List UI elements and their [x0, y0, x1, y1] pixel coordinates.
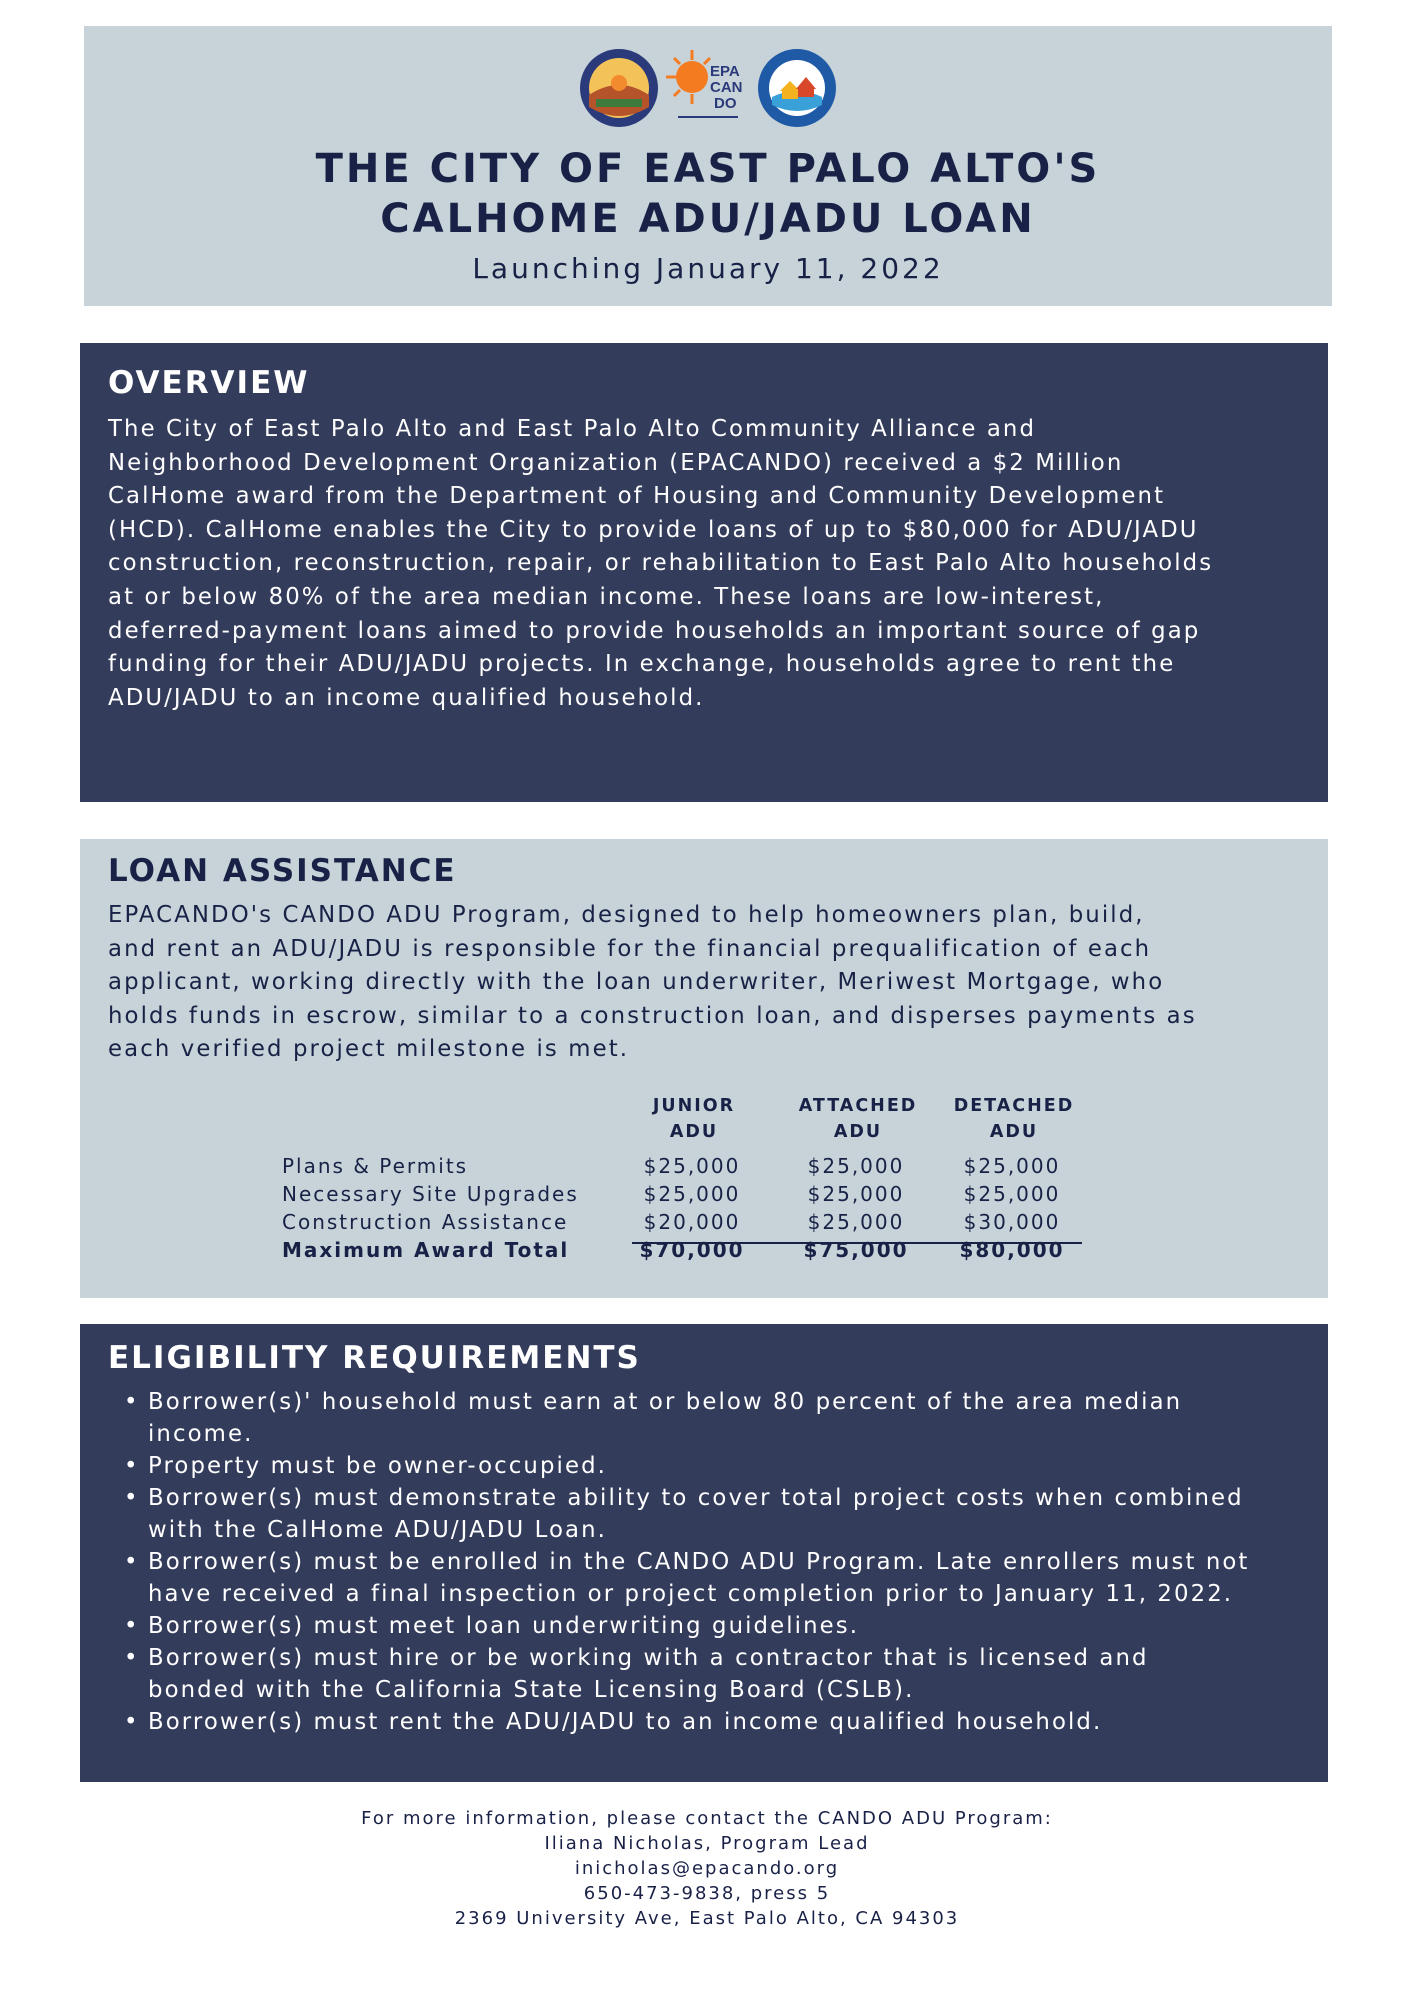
overview-line: (HCD). CalHome enables the City to provide loans of up to $80,000 for ADU/JADU — [108, 516, 1199, 543]
table-cell: $20,000 — [643, 1210, 741, 1234]
overview-title: OVERVIEW — [108, 365, 310, 401]
col-header-junior-adu — [624, 1093, 764, 1145]
overview-text — [108, 413, 1328, 715]
title-line-2: CALHOME ADU/JADU LOAN — [380, 196, 1036, 242]
bullet-icon: • — [124, 1709, 140, 1735]
col-header-line: ADU — [989, 1122, 1039, 1142]
loan-line: holds funds in escrow, similar to a construction loan, and disperses payments as — [108, 1002, 1197, 1029]
col-header-detached-adu — [944, 1093, 1084, 1145]
hcd-seal-logo — [756, 47, 838, 129]
footer-phone[interactable]: 650-473-9838, press 5 — [583, 1883, 831, 1904]
table-cell: $25,000 — [643, 1154, 741, 1178]
list-item-line: Borrower(s) must rent the ADU/JADU to an income qualified household. — [148, 1709, 1103, 1735]
list-item-line: Borrower(s) must demonstrate ability to cover total project costs when combined — [148, 1485, 1244, 1511]
list-item-line: Borrower(s) must hire or be working with a contractor that is licensed and — [148, 1645, 1149, 1671]
col-header-line: ADU — [833, 1122, 883, 1142]
table-cell-total: $80,000 — [959, 1238, 1065, 1262]
logo-row — [84, 46, 1332, 130]
loan-title: LOAN ASSISTANCE — [108, 853, 457, 889]
list-item-line: income. — [148, 1421, 254, 1447]
list-item — [124, 1482, 1314, 1546]
overview-line: at or below 80% of the area median income. These loans are low-interest, — [108, 583, 1105, 610]
table-cell-total: $75,000 — [803, 1238, 909, 1262]
footer-intro: For more information, please contact the CANDO ADU Program: — [361, 1808, 1053, 1829]
bullet-icon: • — [124, 1645, 140, 1671]
col-header-line: ADU — [669, 1122, 719, 1142]
contact-footer — [0, 1806, 1414, 1931]
bullet-icon: • — [124, 1453, 140, 1479]
table-cell: $30,000 — [963, 1210, 1061, 1234]
overview-line: construction, reconstruction, repair, or rehabilitation to East Palo Alto households — [108, 550, 1214, 577]
eligibility-list — [124, 1386, 1314, 1738]
list-item — [124, 1450, 1314, 1482]
eligibility-section — [80, 1324, 1328, 1782]
col-header-line: JUNIOR — [652, 1096, 736, 1116]
list-item-line: have received a final inspection or project completion prior to January 11, 2022. — [148, 1581, 1234, 1607]
list-item-line: bonded with the California State Licensing Board (CSLB). — [148, 1677, 915, 1703]
row-label-construction-assistance: Construction Assistance — [282, 1210, 569, 1234]
loan-line: each verified project milestone is met. — [108, 1036, 630, 1063]
table-cell: $25,000 — [807, 1210, 905, 1234]
svg-text:DO: DO — [714, 95, 737, 112]
footer-contact-name: Iliana Nicholas, Program Lead — [544, 1833, 870, 1854]
loan-line: EPACANDO's CANDO ADU Program, designed to help homeowners plan, build, — [108, 902, 1145, 928]
overview-line: ADU/JADU to an income qualified household. — [108, 684, 705, 711]
col-header-line: DETACHED — [953, 1096, 1075, 1116]
list-item-line: Borrower(s)' household must earn at or below 80 percent of the area median — [148, 1389, 1183, 1415]
list-item-line: Borrower(s) must meet loan underwriting guidelines. — [148, 1613, 860, 1639]
list-item — [124, 1610, 1314, 1642]
bullet-icon: • — [124, 1485, 140, 1511]
overview-section — [80, 343, 1328, 802]
svg-text:EPA: EPA — [710, 63, 740, 80]
svg-text:CAN: CAN — [710, 79, 743, 96]
loan-text — [108, 899, 1328, 1067]
overview-line: The City of East Palo Alto and East Palo Alto Community Alliance and — [108, 416, 1037, 442]
overview-line: funding for their ADU/JADU projects. In exchange, households agree to rent the — [108, 651, 1176, 678]
bullet-icon: • — [124, 1613, 140, 1639]
col-header-line: ATTACHED — [798, 1096, 918, 1116]
row-label-plans-permits: Plans & Permits — [282, 1154, 469, 1178]
list-item — [124, 1386, 1314, 1450]
footer-email[interactable]: inicholas@epacando.org — [574, 1858, 840, 1879]
table-cell-total: $70,000 — [639, 1238, 745, 1262]
header-banner — [84, 26, 1332, 306]
loan-assistance-section — [80, 839, 1328, 1298]
col-header-attached-adu — [788, 1093, 928, 1145]
list-item-line: with the CalHome ADU/JADU Loan. — [148, 1517, 607, 1543]
loan-line: applicant, working directly with the loan underwriter, Meriwest Mortgage, who — [108, 969, 1165, 996]
loan-line: and rent an ADU/JADU is responsible for the financial prequalification of each — [108, 935, 1152, 962]
epacando-logo — [666, 46, 750, 130]
list-item-line: Property must be owner-occupied. — [148, 1453, 608, 1479]
overview-line: Neighborhood Development Organization (EPACANDO) received a $2 Million — [108, 449, 1124, 476]
eligibility-title: ELIGIBILITY REQUIREMENTS — [108, 1340, 641, 1376]
table-cell: $25,000 — [807, 1154, 905, 1178]
title-line-1: THE CITY OF EAST PALO ALTO'S — [315, 146, 1101, 192]
list-item — [124, 1706, 1314, 1738]
bullet-icon: • — [124, 1389, 140, 1415]
table-cell: $25,000 — [963, 1182, 1061, 1206]
launch-date: Launching January 11, 2022 — [472, 252, 944, 285]
bullet-icon: • — [124, 1549, 140, 1575]
row-label-maximum-award-total: Maximum Award Total — [282, 1238, 570, 1262]
table-cell: $25,000 — [963, 1154, 1061, 1178]
overview-line: CalHome award from the Department of Housing and Community Development — [108, 483, 1166, 510]
city-seal-logo — [578, 47, 660, 129]
table-cell: $25,000 — [807, 1182, 905, 1206]
list-item — [124, 1546, 1314, 1610]
list-item-line: Borrower(s) must be enrolled in the CANDO ADU Program. Late enrollers must not — [148, 1549, 1250, 1575]
overview-line: deferred-payment loans aimed to provide households an important source of gap — [108, 617, 1201, 644]
table-cell: $25,000 — [643, 1182, 741, 1206]
footer-address: 2369 University Ave, East Palo Alto, CA 94303 — [454, 1908, 960, 1929]
list-item — [124, 1642, 1314, 1706]
row-label-site-upgrades: Necessary Site Upgrades — [282, 1182, 579, 1206]
